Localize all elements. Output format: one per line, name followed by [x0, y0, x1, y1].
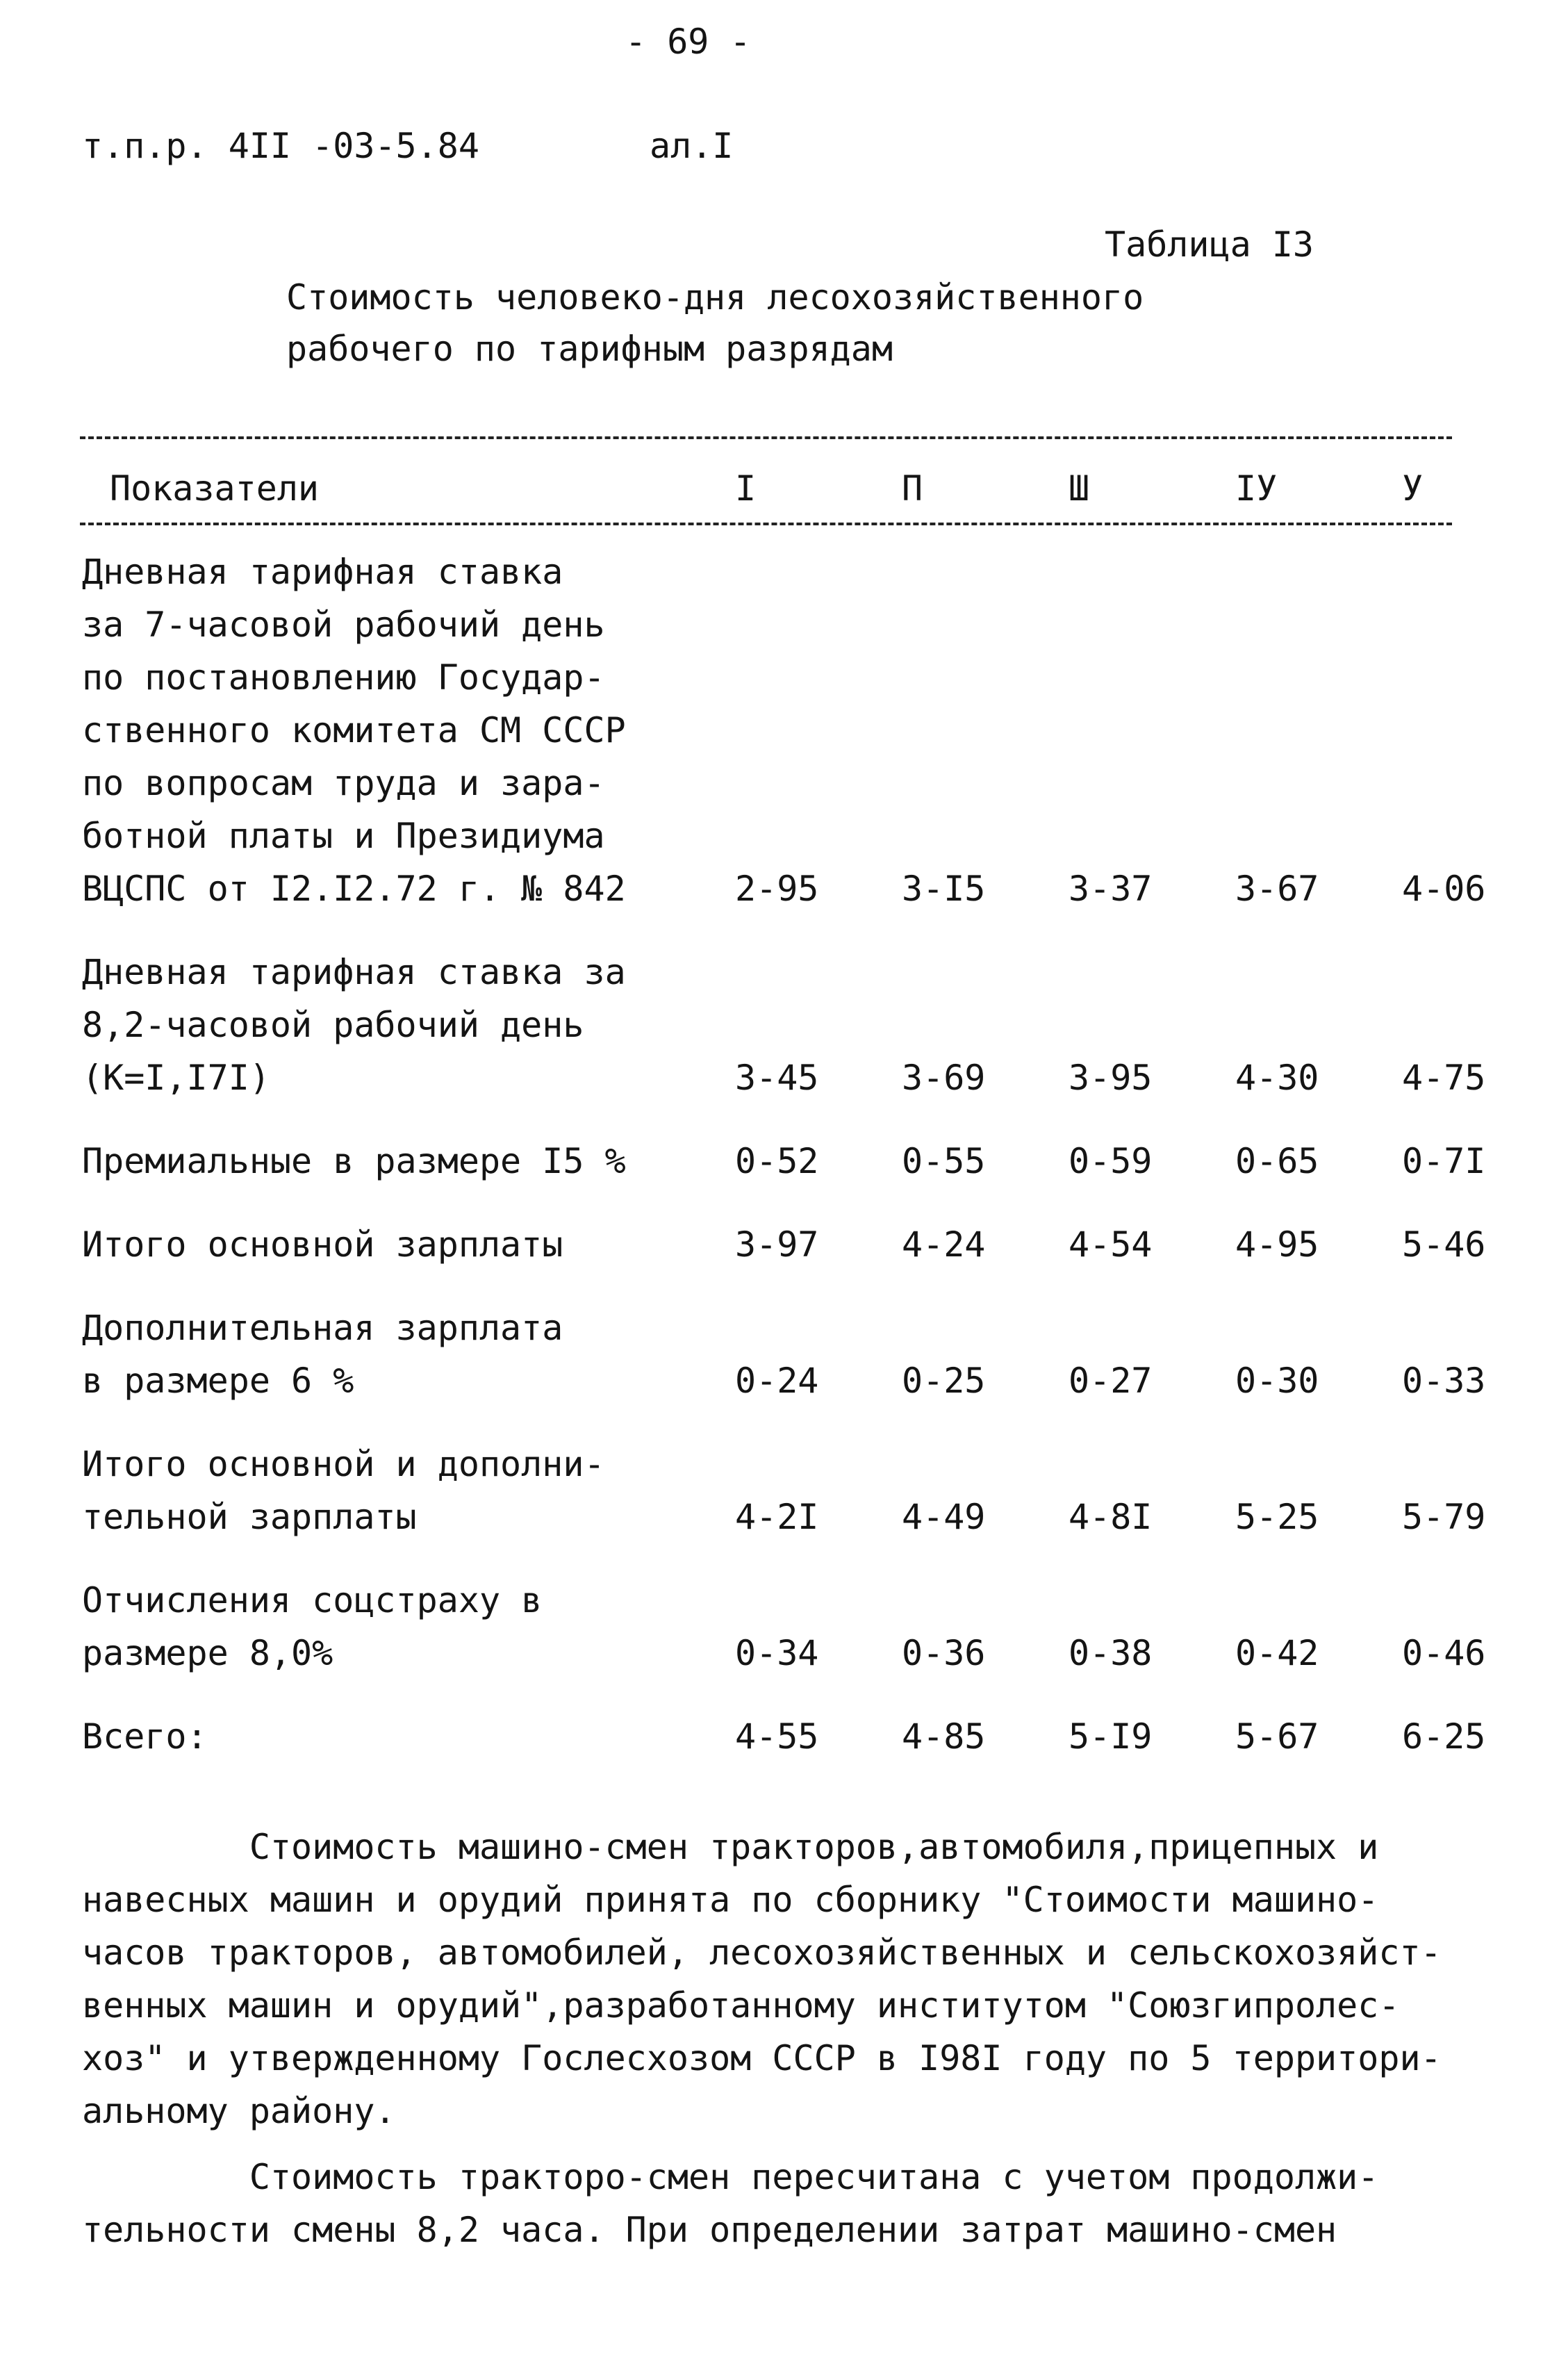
table-row	[82, 1135, 1555, 1188]
table-row	[82, 545, 1555, 915]
row-value: 0-30	[1235, 1361, 1319, 1401]
row-value: 5-46	[1402, 1224, 1486, 1265]
row-value: 5-67	[1235, 1716, 1319, 1757]
row-value: 4-8I	[1069, 1497, 1153, 1537]
header-col-2: П	[902, 468, 923, 509]
row-value: 3-69	[902, 1058, 986, 1098]
row-label-line: Итого основной и дополни-	[82, 1444, 605, 1484]
row-value: 4-54	[1069, 1224, 1153, 1265]
row-value: 4-95	[1235, 1224, 1319, 1265]
row-label-line: 8,2-часовой рабочий день	[82, 1005, 584, 1045]
paragraph-1	[82, 1821, 1471, 2137]
header-col-5: У	[1402, 468, 1424, 509]
row-label-line: Дополнительная зарплата	[82, 1308, 563, 1348]
row-label	[82, 1218, 721, 1271]
row-label-line: ственного комитета СМ СССР	[82, 710, 626, 750]
row-label	[82, 1710, 721, 1763]
table-title-line-1: Стоимость человеко-дня лесохозяйственного	[286, 277, 1144, 318]
row-label-line: по постановлению Государ-	[82, 657, 605, 698]
row-value: 4-49	[902, 1497, 986, 1537]
table-title-line-2: рабочего по тарифным разрядам	[286, 329, 893, 369]
row-value: 5-79	[1402, 1497, 1486, 1537]
row-value: 3-I5	[902, 869, 986, 909]
row-value: 3-45	[735, 1058, 819, 1098]
row-value: 0-38	[1069, 1633, 1153, 1673]
row-value: 0-34	[735, 1633, 819, 1673]
row-value: 0-59	[1069, 1141, 1153, 1181]
paragraph-line: хоз" и утвержденному Гослесхозом СССР в I98I году по 5 территори-	[82, 2038, 1442, 2078]
row-value: 0-42	[1235, 1633, 1319, 1673]
row-label-line: Премиальные в размере I5 %	[82, 1141, 626, 1181]
table-body	[82, 545, 1555, 1763]
row-value: 0-52	[735, 1141, 819, 1181]
row-value: 3-37	[1069, 869, 1153, 909]
row-value: 6-25	[1402, 1716, 1486, 1757]
row-label-line: размере 8,0%	[82, 1633, 333, 1673]
row-value: 0-27	[1069, 1361, 1153, 1401]
row-label	[82, 1438, 721, 1543]
table-top-rule	[80, 436, 1452, 439]
row-value: 0-65	[1235, 1141, 1319, 1181]
row-value: 5-25	[1235, 1497, 1319, 1537]
row-value: 3-67	[1235, 869, 1319, 909]
header-col-1: I	[735, 468, 757, 509]
row-label	[82, 1574, 721, 1680]
row-value: 0-25	[902, 1361, 986, 1401]
row-value: 3-95	[1069, 1058, 1153, 1098]
header-col-4: IУ	[1235, 468, 1278, 509]
row-label	[82, 1135, 721, 1188]
paragraph-line: часов тракторов, автомобилей, лесохозяйственных и сельскохозяйст-	[82, 1932, 1442, 1973]
table-row	[82, 946, 1555, 1104]
row-value: 0-33	[1402, 1361, 1486, 1401]
row-value: 0-7I	[1402, 1141, 1486, 1181]
row-label	[82, 545, 721, 915]
row-value: 3-97	[735, 1224, 819, 1265]
row-value: 4-24	[902, 1224, 986, 1265]
album-label: ал.I	[650, 126, 734, 166]
table-row	[82, 1302, 1555, 1407]
row-value: 4-30	[1235, 1058, 1319, 1098]
row-label	[82, 946, 721, 1104]
row-value: 4-06	[1402, 869, 1486, 909]
row-value: 0-55	[902, 1141, 986, 1181]
row-label-line: по вопросам труда и зара-	[82, 763, 605, 803]
table-row	[82, 1710, 1555, 1763]
row-label	[82, 1302, 721, 1407]
paragraph-line: навесных машин и орудий принята по сборнику "Стоимости машино-	[82, 1880, 1379, 1920]
paragraph-2	[82, 2151, 1471, 2256]
row-value: 2-95	[735, 869, 819, 909]
row-label-line: за 7-часовой рабочий день	[82, 605, 605, 645]
row-value: 0-36	[902, 1633, 986, 1673]
cost-table	[82, 462, 1555, 1763]
page-number: - 69 -	[625, 22, 751, 62]
paragraph-line: тельности смены 8,2 часа. При определении затрат машино-смен	[82, 2210, 1337, 2250]
table-label: Таблица I3	[1105, 224, 1314, 265]
row-label-line: Дневная тарифная ставка за	[82, 952, 626, 992]
row-value: 5-I9	[1069, 1716, 1153, 1757]
paragraph-line: венных машин и орудий",разработанному институтом "Союзгипролес-	[82, 1985, 1400, 2026]
row-value: 4-75	[1402, 1058, 1486, 1098]
paragraph-line: Стоимость машино-смен тракторов,автомобиля,прицепных и	[82, 1827, 1379, 1867]
row-value: 0-46	[1402, 1633, 1486, 1673]
row-label-line: (К=I,I7I)	[82, 1058, 270, 1098]
header-label: Показатели	[110, 468, 320, 509]
row-label-line: Отчисления соцстраху в	[82, 1580, 543, 1620]
row-value: 4-55	[735, 1716, 819, 1757]
row-label-line: Итого основной зарплаты	[82, 1224, 563, 1265]
header-col-3: Ш	[1069, 468, 1090, 509]
row-value: 4-85	[902, 1716, 986, 1757]
document-reference: т.п.р. 4II -03-5.84	[82, 126, 479, 166]
row-label-line: тельной зарплаты	[82, 1497, 417, 1537]
row-label-line: в размере 6 %	[82, 1361, 354, 1401]
row-label-line: ботной платы и Президиума	[82, 816, 605, 856]
row-label-line: Всего:	[82, 1716, 208, 1757]
row-value: 0-24	[735, 1361, 819, 1401]
row-value: 4-2I	[735, 1497, 819, 1537]
row-label-line: ВЦСПС от I2.I2.72 г. № 842	[82, 869, 626, 909]
paragraph-line: альному району.	[82, 2091, 396, 2131]
table-row	[82, 1218, 1555, 1271]
table-row	[82, 1574, 1555, 1680]
table-row	[82, 1438, 1555, 1543]
row-label-line: Дневная тарифная ставка	[82, 552, 563, 592]
table-header-row	[82, 462, 1555, 515]
paragraph-line: Стоимость тракторо-смен пересчитана с учетом продолжи-	[82, 2157, 1379, 2197]
